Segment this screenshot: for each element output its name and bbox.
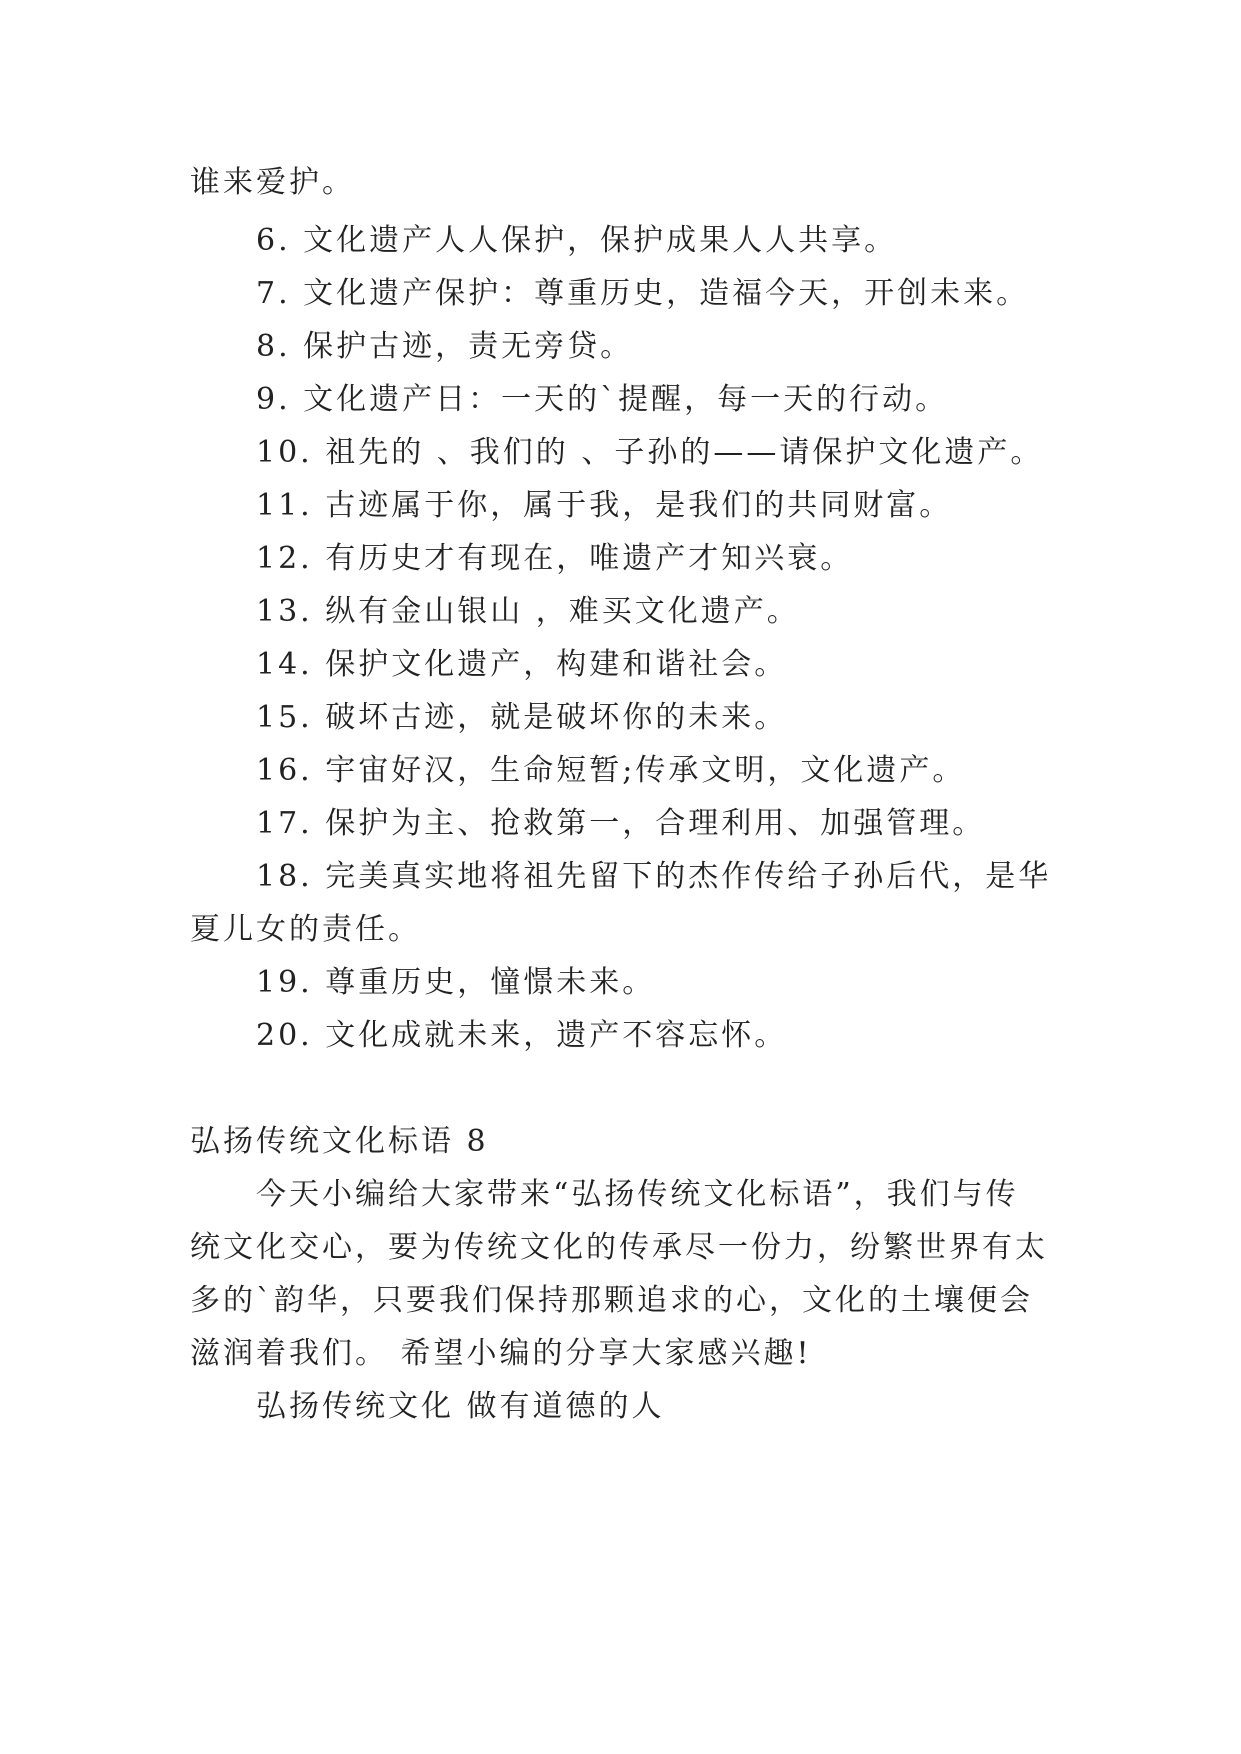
paragraph-line: 多的`韵华，只要我们保持那颗追求的心，文化的土壤便会 [190, 1283, 1033, 1318]
list-item: 11. 古迹属于你，属于我，是我们的共同财富。 [256, 488, 953, 523]
paragraph-line: 今天小编给大家带来“弘扬传统文化标语”，我们与传 [256, 1177, 1019, 1212]
list-item: 15. 破坏古迹，就是破坏你的未来。 [256, 700, 788, 735]
list-item: 10. 祖先的 、我们的 、子孙的——请保护文化遗产。 [256, 435, 1044, 470]
list-item: 17. 保护为主、抢救第一，合理利用、加强管理。 [256, 806, 986, 841]
text-line: 谁来爱护。 [190, 165, 355, 200]
list-item: 14. 保护文化遗产，构建和谐社会。 [256, 647, 788, 682]
text-line: 夏儿女的责任。 [190, 912, 421, 947]
paragraph-line: 滋润着我们。 希望小编的分享大家感兴趣! [190, 1336, 812, 1371]
section-heading: 弘扬传统文化标语 8 [190, 1124, 489, 1159]
list-item: 7. 文化遗产保护：尊重历史，造福今天，开创未来。 [256, 276, 1030, 311]
list-item: 9. 文化遗产日：一天的`提醒，每一天的行动。 [256, 382, 949, 417]
list-item: 16. 宇宙好汉，生命短暂;传承文明，文化遗产。 [256, 753, 966, 788]
list-item: 12. 有历史才有现在，唯遗产才知兴衰。 [256, 541, 854, 576]
list-item: 20. 文化成就未来，遗产不容忘怀。 [256, 1018, 788, 1053]
list-item: 13. 纵有金山银山 ，难买文化遗产。 [256, 594, 800, 629]
list-item: 18. 完美真实地将祖先留下的杰作传给子孙后代，是华 [256, 859, 1052, 894]
list-item: 6. 文化遗产人人保护，保护成果人人共享。 [256, 223, 898, 258]
paragraph-line: 弘扬传统文化 做有道德的人 [256, 1389, 665, 1424]
paragraph-line: 统文化交心，要为传统文化的传承尽一份力，纷繁世界有太 [190, 1230, 1048, 1265]
list-item: 19. 尊重历史，憧憬未来。 [256, 965, 656, 1000]
list-item: 8. 保护古迹，责无旁贷。 [256, 329, 634, 364]
